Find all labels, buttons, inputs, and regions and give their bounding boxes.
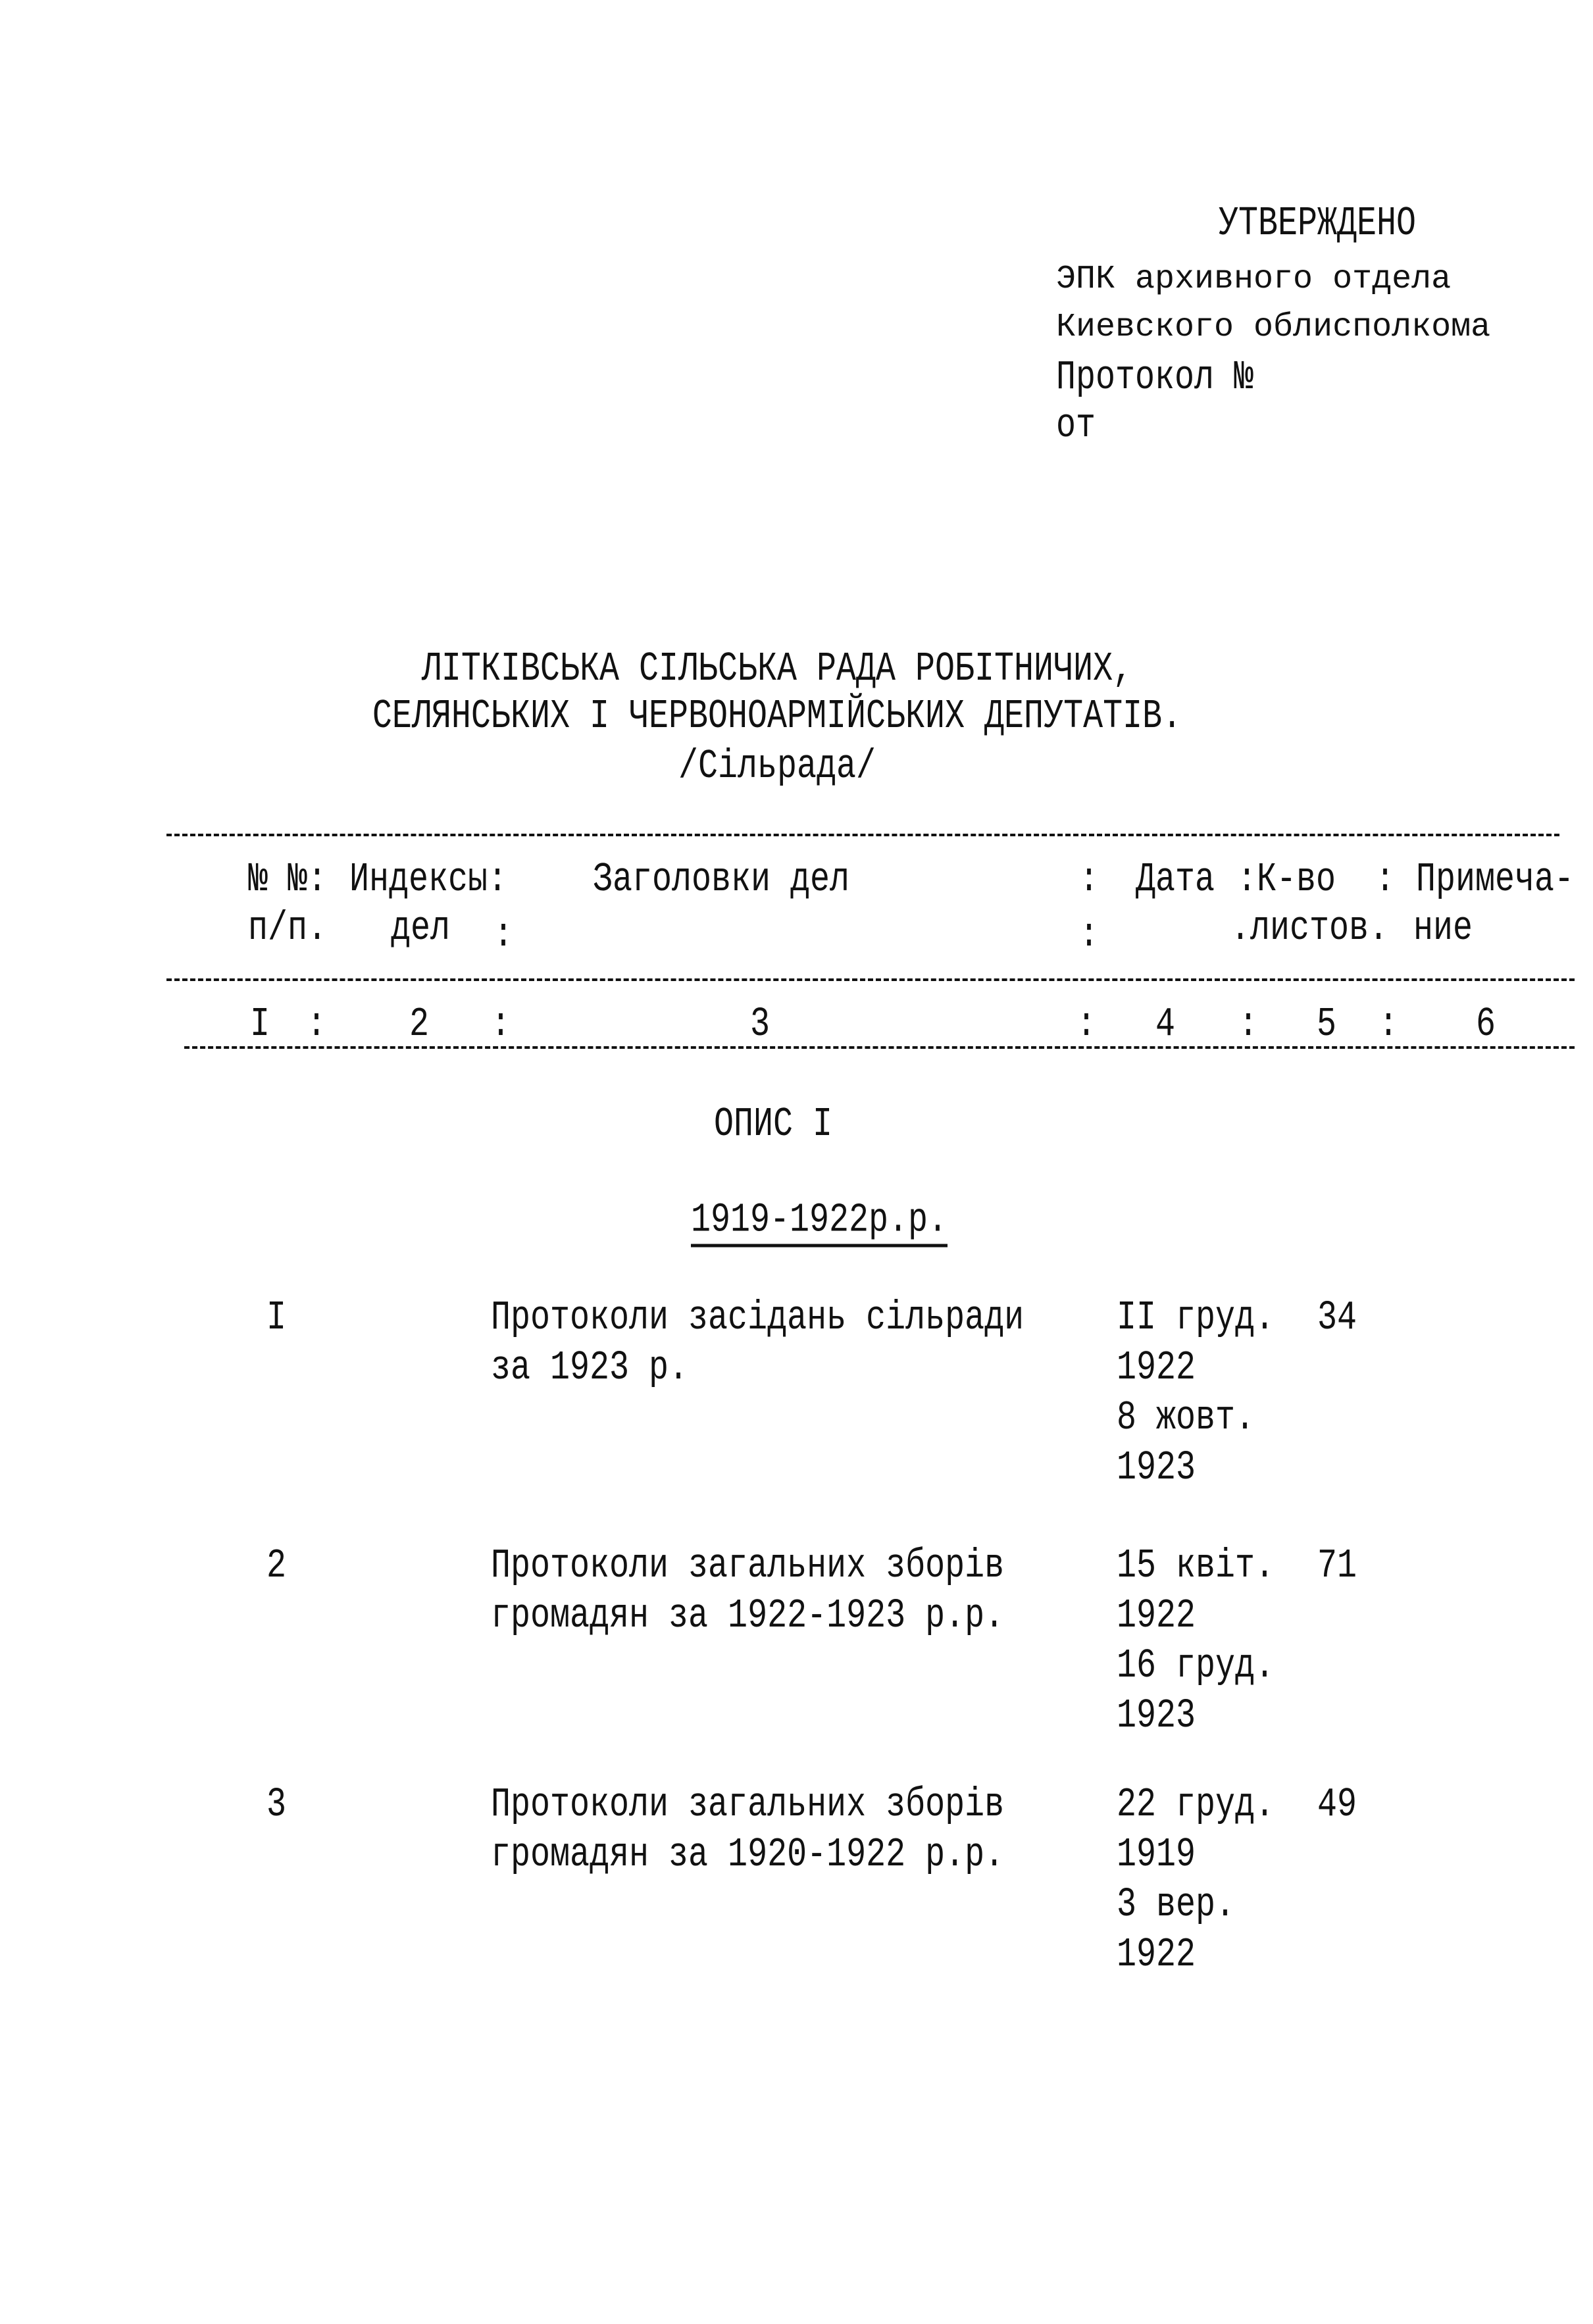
header-col-notes-2: ние [1413, 905, 1473, 952]
entry-date: 16 груд. [1117, 1642, 1275, 1690]
column-number: 6 [1476, 1001, 1496, 1048]
header-separator: : [1079, 856, 1100, 903]
entry-date: II груд. [1117, 1294, 1275, 1342]
header-col-sheets: :К-во [1237, 856, 1336, 903]
title-line-1: ЛІТКІВСЬКА СІЛЬСЬКА РАДА РОБІТНИЧИХ, [421, 645, 1133, 693]
column-separator: : [1378, 1001, 1399, 1048]
header-col-index-2: дел [391, 905, 451, 952]
entry-date: 1923 [1117, 1444, 1196, 1492]
entry-sheets: 71 [1317, 1542, 1357, 1590]
header-col-number: № №: [248, 856, 328, 903]
approval-line-2: Киевского облисполкома [1056, 309, 1491, 346]
entry-title: за 1923 р. [491, 1344, 689, 1392]
column-number: I [250, 1001, 270, 1048]
column-separator: : [1076, 1001, 1097, 1048]
header-col-date: Дата [1136, 856, 1215, 903]
inventory-period: 1919-1922р.р. [691, 1198, 948, 1248]
entry-number: 3 [266, 1781, 287, 1829]
approval-heading: УТВЕРЖДЕНО [1219, 200, 1417, 247]
column-number: 2 [409, 1001, 430, 1048]
header-col-title: Заголовки дел [593, 856, 850, 903]
entry-title: Протоколи загальних зборів [491, 1781, 1005, 1829]
entry-number: I [266, 1294, 287, 1342]
header-separator: : [1079, 911, 1100, 959]
approval-line-1: ЭПК архивного отдела [1056, 261, 1452, 298]
header-separator: : [493, 911, 514, 959]
entry-sheets: 49 [1317, 1781, 1357, 1829]
column-separator: : [491, 1001, 511, 1048]
title-line-2: СЕЛЯНСЬКИХ І ЧЕРВОНОАРМІЙСЬКИХ ДЕПУТАТІВ. [372, 693, 1182, 740]
entry-date: 1923 [1117, 1692, 1196, 1740]
approval-protocol: Протокол № [1056, 354, 1254, 401]
entry-date: 15 квіт. [1117, 1542, 1275, 1590]
entry-date: 22 груд. [1117, 1781, 1275, 1829]
entry-title: Протоколи загальних зборів [491, 1542, 1005, 1590]
column-number: 5 [1317, 1001, 1337, 1048]
column-separator: : [1238, 1001, 1259, 1048]
column-number: 4 [1155, 1001, 1176, 1048]
header-col-notes: Примеча- [1416, 856, 1575, 903]
entry-date: 1922 [1117, 1931, 1196, 1979]
column-number: 3 [750, 1001, 771, 1048]
entry-date: 3 вер. [1117, 1881, 1236, 1929]
inventory-title: ОПИС I [713, 1101, 833, 1148]
header-top-rule [166, 834, 1559, 836]
header-col-sheets-2: .листов. [1230, 905, 1389, 952]
entry-date: 1922 [1117, 1344, 1196, 1392]
header-separator: : [1375, 856, 1396, 903]
entry-number: 2 [266, 1542, 287, 1590]
approval-from: от [1056, 402, 1096, 449]
header-mid-rule [166, 978, 1575, 981]
header-bottom-rule [184, 1046, 1575, 1049]
entry-date: 1922 [1117, 1592, 1196, 1640]
entry-date: 8 жовт. [1117, 1394, 1255, 1442]
entry-title: громадян за 1920-1922 р.р. [491, 1831, 1005, 1879]
entry-title: громадян за 1922-1923 р.р. [491, 1592, 1005, 1640]
column-separator: : [307, 1001, 327, 1048]
entry-sheets: 34 [1317, 1294, 1357, 1342]
entry-title: Протоколи засідань сільради [491, 1294, 1024, 1342]
title-line-3: /Сільрада/ [678, 743, 876, 790]
header-col-number-2: п/п. [248, 905, 328, 952]
entry-date: 1919 [1117, 1831, 1196, 1879]
header-col-index: Индексы: [349, 856, 508, 903]
